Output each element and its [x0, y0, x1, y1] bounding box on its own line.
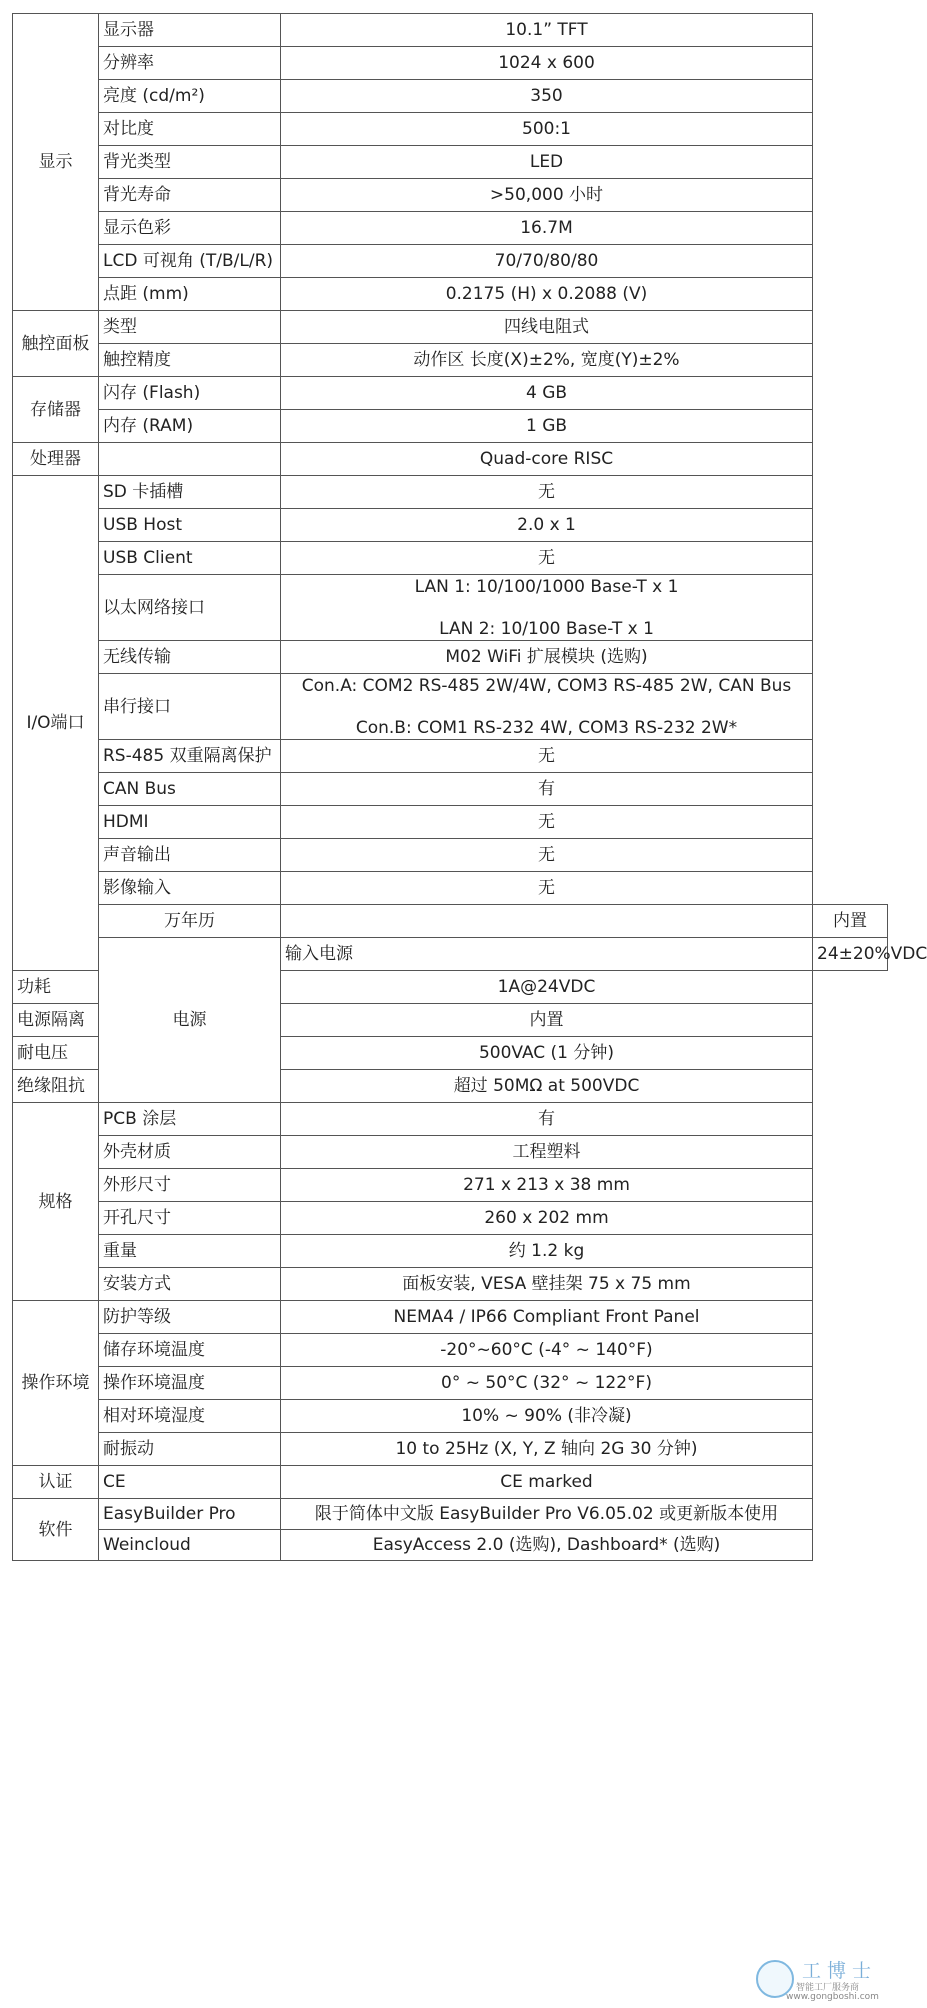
value-cell	[281, 476, 813, 509]
value-cell	[281, 278, 813, 311]
value-cell	[281, 80, 813, 113]
value-cell	[281, 740, 813, 773]
property-cell: 重量	[99, 1235, 281, 1268]
spec-row	[13, 542, 888, 575]
value-line: 1 GB	[525, 416, 568, 436]
value-cell	[813, 938, 927, 971]
value-line: 无	[538, 548, 555, 568]
value-line: 2.0 x 1	[517, 515, 576, 535]
value-cell	[281, 641, 813, 674]
property-cell: 背光类型	[99, 146, 281, 179]
value-line: >50,000 小时	[489, 185, 604, 205]
spec-row	[13, 938, 888, 971]
property-cell: 功耗	[13, 971, 99, 1004]
value-cell	[281, 14, 813, 47]
spec-row	[13, 377, 888, 410]
spec-row	[13, 1466, 888, 1499]
spec-row	[13, 113, 888, 146]
value-line: 内置	[529, 1010, 564, 1030]
value-line: 四线电阻式	[504, 317, 589, 337]
spec-table	[12, 13, 927, 1561]
property-cell: 分辨率	[99, 47, 281, 80]
value-line: Con.A: COM2 RS-485 2W/4W, COM3 RS-485 2W, CAN Bus	[301, 675, 792, 696]
property-cell: CAN Bus	[99, 773, 281, 806]
value-line: 10% ~ 90% (非冷凝)	[461, 1406, 632, 1426]
spec-row	[13, 1202, 888, 1235]
spec-table-body	[13, 14, 927, 1561]
spec-row	[13, 476, 888, 509]
value-cell	[281, 1169, 813, 1202]
spec-row	[13, 905, 888, 938]
spec-row	[13, 179, 888, 212]
value-line: CE marked	[500, 1472, 593, 1492]
value-cell	[281, 410, 813, 443]
value-cell	[281, 674, 813, 740]
spec-row	[13, 1400, 888, 1433]
property-cell: 显示器	[99, 14, 281, 47]
watermark-url: www.gongboshi.com	[786, 1992, 879, 2002]
value-cell	[281, 1037, 813, 1070]
spec-row	[13, 1169, 888, 1202]
value-line: 0° ~ 50°C (32° ~ 122°F)	[441, 1373, 652, 1393]
value-cell	[281, 1530, 813, 1561]
value-cell	[281, 1499, 813, 1530]
value-line: 工程塑料	[512, 1142, 581, 1162]
spec-row	[13, 311, 888, 344]
property-cell: SD 卡插槽	[99, 476, 281, 509]
spec-row	[13, 212, 888, 245]
value-line: 无	[538, 878, 555, 898]
value-cell	[281, 1136, 813, 1169]
property-cell: RS-485 双重隔离保护	[99, 740, 281, 773]
value-cell	[281, 1301, 813, 1334]
property-cell: 操作环境温度	[99, 1367, 281, 1400]
property-cell: 输入电源	[281, 938, 813, 971]
category-cell: I/O端口	[13, 476, 99, 971]
value-line: 有	[538, 1109, 555, 1129]
property-cell: 无线传输	[99, 641, 281, 674]
spec-row	[13, 1103, 888, 1136]
value-line: 500:1	[522, 119, 571, 139]
value-cell	[281, 377, 813, 410]
property-cell: 相对环境湿度	[99, 1400, 281, 1433]
value-cell	[281, 1268, 813, 1301]
property-cell: 触控精度	[99, 344, 281, 377]
property-cell: Weincloud	[99, 1530, 281, 1561]
value-cell	[281, 47, 813, 80]
category-cell: 触控面板	[13, 311, 99, 377]
value-cell	[813, 905, 888, 938]
value-cell	[281, 146, 813, 179]
property-cell: HDMI	[99, 806, 281, 839]
value-cell	[281, 1103, 813, 1136]
spec-row	[13, 839, 888, 872]
property-cell: 安装方式	[99, 1268, 281, 1301]
value-line: 0.2175 (H) x 0.2088 (V)	[445, 284, 648, 304]
property-cell: 外形尺寸	[99, 1169, 281, 1202]
category-cell: 电源	[99, 938, 281, 1103]
property-cell: PCB 涂层	[99, 1103, 281, 1136]
watermark-subtitle: 智能工厂服务商	[796, 1983, 860, 1993]
spec-row	[13, 47, 888, 80]
value-line: 无	[538, 746, 555, 766]
value-cell	[281, 575, 813, 641]
value-line: 面板安装, VESA 壁挂架 75 x 75 mm	[402, 1274, 691, 1294]
property-cell: 储存环境温度	[99, 1334, 281, 1367]
value-cell	[281, 344, 813, 377]
property-cell: 耐电压	[13, 1037, 99, 1070]
spec-row	[13, 806, 888, 839]
spec-row	[13, 509, 888, 542]
property-cell: 电源隔离	[13, 1004, 99, 1037]
property-cell: EasyBuilder Pro	[99, 1499, 281, 1530]
value-line: 1024 x 600	[498, 53, 595, 73]
value-cell	[281, 542, 813, 575]
value-line: Con.B: COM1 RS-232 4W, COM3 RS-232 2W*	[355, 717, 738, 738]
spec-row	[13, 674, 888, 740]
spec-row	[13, 14, 888, 47]
property-cell: CE	[99, 1466, 281, 1499]
property-cell: 耐振动	[99, 1433, 281, 1466]
spec-row	[13, 1433, 888, 1466]
value-line: M02 WiFi 扩展模块 (选购)	[445, 647, 648, 667]
value-cell	[281, 1466, 813, 1499]
value-cell	[281, 1235, 813, 1268]
spec-row	[13, 641, 888, 674]
value-cell	[281, 113, 813, 146]
category-cell: 操作环境	[13, 1301, 99, 1466]
spec-row	[13, 146, 888, 179]
category-cell: 存储器	[13, 377, 99, 443]
value-line: LED	[529, 152, 564, 172]
value-cell	[281, 179, 813, 212]
value-line: 500VAC (1 分钟)	[478, 1043, 615, 1063]
spec-row	[13, 575, 888, 641]
property-cell: 串行接口	[99, 674, 281, 740]
property-cell: 防护等级	[99, 1301, 281, 1334]
spec-row	[13, 740, 888, 773]
property-cell: 点距 (mm)	[99, 278, 281, 311]
property-cell: 影像输入	[99, 872, 281, 905]
value-line: 271 x 213 x 38 mm	[463, 1175, 630, 1195]
value-line: -20°~60°C (-4° ~ 140°F)	[440, 1340, 653, 1360]
property-cell: 类型	[99, 311, 281, 344]
property-cell: 以太网络接口	[99, 575, 281, 641]
spec-row	[13, 278, 888, 311]
spec-row	[13, 1334, 888, 1367]
value-cell	[281, 509, 813, 542]
spec-row	[13, 80, 888, 113]
value-line: 无	[538, 845, 555, 865]
spec-row	[13, 1530, 888, 1561]
value-line: 10 to 25Hz (X, Y, Z 轴向 2G 30 分钟)	[395, 1439, 698, 1459]
spec-row	[13, 344, 888, 377]
watermark	[756, 1956, 886, 2002]
property-cell: 绝缘阻抗	[13, 1070, 99, 1103]
property-cell: 闪存 (Flash)	[99, 377, 281, 410]
value-cell	[281, 311, 813, 344]
value-cell	[281, 1070, 813, 1103]
category-cell: 认证	[13, 1466, 99, 1499]
property-cell: 对比度	[99, 113, 281, 146]
property-cell: 显示色彩	[99, 212, 281, 245]
value-line: 有	[538, 779, 555, 799]
spec-row	[13, 773, 888, 806]
value-line: 1A@24VDC	[497, 977, 596, 997]
spec-row	[13, 443, 888, 476]
category-cell: 显示	[13, 14, 99, 311]
value-cell	[281, 443, 813, 476]
category-cell: 软件	[13, 1499, 99, 1561]
watermark-title: 工博士	[802, 1960, 878, 1982]
spec-row	[13, 872, 888, 905]
property-cell	[281, 905, 813, 938]
category-cell: 规格	[13, 1103, 99, 1301]
value-line: 350	[530, 86, 563, 106]
value-cell	[281, 872, 813, 905]
property-cell: 内存 (RAM)	[99, 410, 281, 443]
spec-row	[13, 1235, 888, 1268]
value-line: EasyAccess 2.0 (选购), Dashboard* (选购)	[372, 1535, 721, 1555]
value-line: LAN 2: 10/100 Base-T x 1	[439, 618, 654, 639]
value-cell	[281, 806, 813, 839]
spec-row	[13, 1499, 888, 1530]
spec-row	[13, 1301, 888, 1334]
value-line: NEMA4 / IP66 Compliant Front Panel	[393, 1307, 700, 1327]
property-cell	[99, 443, 281, 476]
property-cell: 背光寿命	[99, 179, 281, 212]
value-line: 10.1” TFT	[505, 20, 588, 40]
value-cell	[281, 1367, 813, 1400]
value-line: 无	[538, 812, 555, 832]
category-cell: 处理器	[13, 443, 99, 476]
spec-row	[13, 1136, 888, 1169]
property-cell: 声音输出	[99, 839, 281, 872]
value-line: 70/70/80/80	[494, 251, 599, 271]
category-cell: 万年历	[99, 905, 281, 938]
value-line: 24±20%VDC	[817, 944, 927, 964]
value-cell	[281, 245, 813, 278]
value-cell	[281, 212, 813, 245]
property-cell: 外壳材质	[99, 1136, 281, 1169]
spec-row	[13, 1367, 888, 1400]
value-line: 4 GB	[525, 383, 568, 403]
property-cell: USB Host	[99, 509, 281, 542]
value-cell	[281, 1004, 813, 1037]
value-line: 内置	[833, 911, 867, 931]
property-cell: USB Client	[99, 542, 281, 575]
value-cell	[281, 1334, 813, 1367]
value-line: 动作区 长度(X)±2%, 宽度(Y)±2%	[413, 350, 680, 370]
value-cell	[281, 773, 813, 806]
property-cell: 亮度 (cd/m²)	[99, 80, 281, 113]
value-line: 无	[538, 482, 555, 502]
value-cell	[281, 971, 813, 1004]
value-cell	[281, 839, 813, 872]
property-cell: LCD 可视角 (T/B/L/R)	[99, 245, 281, 278]
value-line: 约 1.2 kg	[508, 1241, 585, 1261]
value-line: 限于简体中文版 EasyBuilder Pro V6.05.02 或更新版本使用	[314, 1504, 779, 1524]
value-cell	[281, 1202, 813, 1235]
value-line: 16.7M	[520, 218, 573, 238]
value-line: Quad-core RISC	[479, 449, 614, 469]
value-cell	[281, 1400, 813, 1433]
spec-row	[13, 1268, 888, 1301]
spec-row	[13, 245, 888, 278]
property-cell: 开孔尺寸	[99, 1202, 281, 1235]
value-line: LAN 1: 10/100/1000 Base-T x 1	[414, 576, 679, 597]
value-line: 260 x 202 mm	[484, 1208, 609, 1228]
spec-row	[13, 410, 888, 443]
value-cell	[281, 1433, 813, 1466]
value-line: 超过 50MΩ at 500VDC	[453, 1076, 640, 1096]
